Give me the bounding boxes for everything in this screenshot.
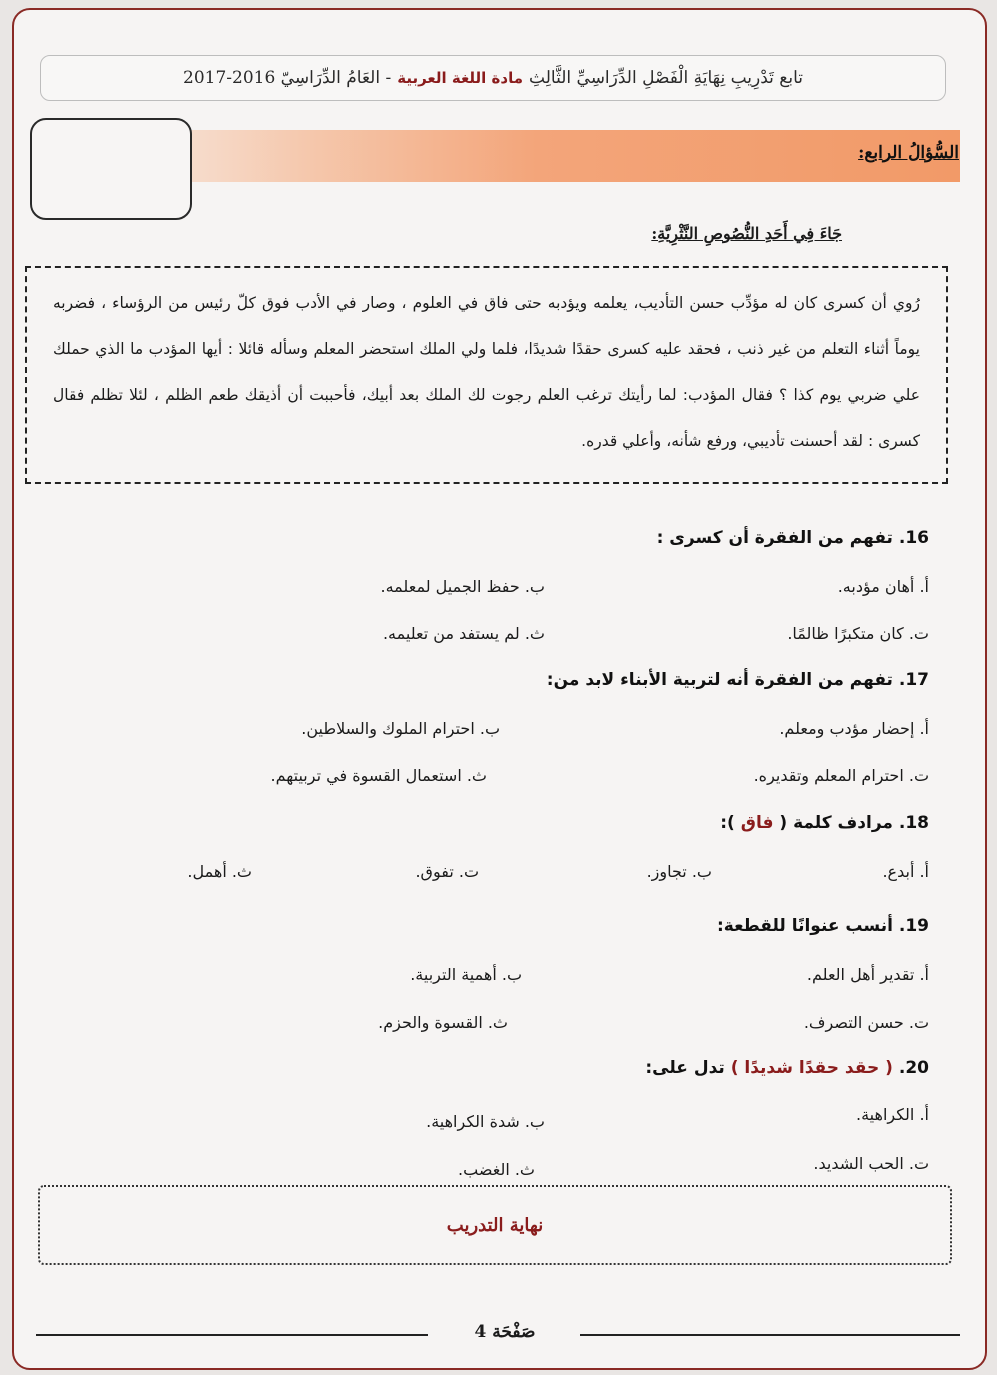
q19-option-b[interactable]: ب. أهمية التربية. [410, 965, 522, 984]
question-number: 17. [898, 670, 929, 690]
question-17 [547, 670, 929, 690]
q18-option-t[interactable]: ت. تفوق. [415, 862, 479, 881]
q20-option-t[interactable]: ت. الحب الشديد. [813, 1154, 929, 1173]
q20-option-a[interactable]: أ. الكراهية. [856, 1105, 929, 1124]
question-text: تفهم من الفقرة أن كسرى : [656, 528, 893, 548]
q18-option-b[interactable]: ب. تجاوز. [646, 862, 712, 881]
page-number: صَفْحَة 4 [474, 1322, 536, 1342]
passage-subheading: جَاءَ فِي أَحَدِ النُّصُوصِ النَّثْرِيَّةِ: [651, 224, 842, 243]
section-banner [190, 130, 960, 182]
question-text: تفهم من الفقرة أنه لتربية الأبناء لابد من: [546, 670, 893, 690]
exam-header [40, 55, 946, 101]
question-phrase: ( حقد حقدًا شديدًا ) [730, 1058, 893, 1078]
end-text: نهاية التدريب [446, 1214, 544, 1236]
passage-box [25, 266, 948, 484]
question-19 [717, 916, 929, 936]
question-number: 19. [898, 916, 929, 936]
question-18 [720, 813, 929, 833]
q19-option-t[interactable]: ت. حسن التصرف. [803, 1013, 929, 1032]
q17-option-b[interactable]: ب. احترام الملوك والسلاطين. [301, 719, 500, 738]
q16-option-b[interactable]: ب. حفظ الجميل لمعلمه. [380, 577, 545, 596]
question-20 [645, 1058, 929, 1078]
footer-rule-left [36, 1334, 428, 1336]
question-text-after: ): [720, 813, 735, 833]
footer-rule-right [580, 1334, 960, 1336]
header-subject: مادة اللغة العربية [397, 69, 524, 87]
q20-option-b[interactable]: ب. شدة الكراهية. [426, 1112, 545, 1131]
q17-option-t[interactable]: ت. احترام المعلم وتقديره. [753, 766, 929, 785]
q16-option-a[interactable]: أ. أهان مؤدبه. [837, 577, 929, 596]
header-text-before: تابع تَدْرِيبِ نِهَايَةِ الْفَصْلِ الدِّرَاسِيِّ الثَّالِثِ [529, 68, 803, 88]
header-text-after: - العَامُ الدِّرَاسِيّ 2016-2017 [183, 68, 392, 88]
score-box [30, 118, 192, 220]
q16-option-th[interactable]: ث. لم يستفد من تعليمه. [382, 624, 545, 643]
q20-option-th[interactable]: ث. الغضب. [458, 1160, 535, 1179]
question-16 [657, 528, 929, 548]
q19-option-a[interactable]: أ. تقدير أهل العلم. [806, 965, 929, 984]
q17-option-th[interactable]: ث. استعمال القسوة في تربيتهم. [270, 766, 487, 785]
q17-option-a[interactable]: أ. إحضار مؤدب ومعلم. [779, 719, 929, 738]
question-number: 18. [898, 813, 929, 833]
section-title: السُّؤالُ الرابع: [858, 143, 959, 163]
question-number: 16. [898, 528, 929, 548]
q16-option-t[interactable]: ت. كان متكبرًا ظالمًا. [787, 624, 929, 643]
question-text-before: مرادف كلمة ( [779, 813, 893, 833]
question-text-after: تدل على: [645, 1058, 725, 1078]
question-number: 20. [898, 1058, 929, 1078]
question-keyword: فاق [740, 813, 774, 833]
passage-text: رُوي أن كسرى كان له مؤدِّب حسن التأديب، يعلمه ويؤدبه حتى فاق في العلوم ، وصار في الأدب فوق كلّ رئيس من الرؤساء ، فضربه يوماً أثناء التعلم من غير ذنب ، فحقد عليه كسرى حقدًا شديدًا، فلما ولي الملك استحضر المعلم وسأله قائلا : أيها المؤدب ما الذي حملك علي ضربي يوم كذا ؟ فقال المؤدب: لما رأيتك ترغب العلم رجوت لك الملك بعد أبيك، فأحببت أن أذيقك طعم الظلم ، لئلا تظلم فقال كسرى : لقد أحسنت تأديبي، ورفع شأنه، وأعلي قدره. [53, 294, 920, 450]
question-text: أنسب عنوانًا للقطعة: [716, 916, 893, 936]
q18-option-th[interactable]: ث. أهمل. [187, 862, 252, 881]
q18-option-a[interactable]: أ. أبدع. [882, 862, 929, 881]
end-of-exam-box [38, 1185, 952, 1265]
q19-option-th[interactable]: ث. القسوة والحزم. [378, 1013, 508, 1032]
